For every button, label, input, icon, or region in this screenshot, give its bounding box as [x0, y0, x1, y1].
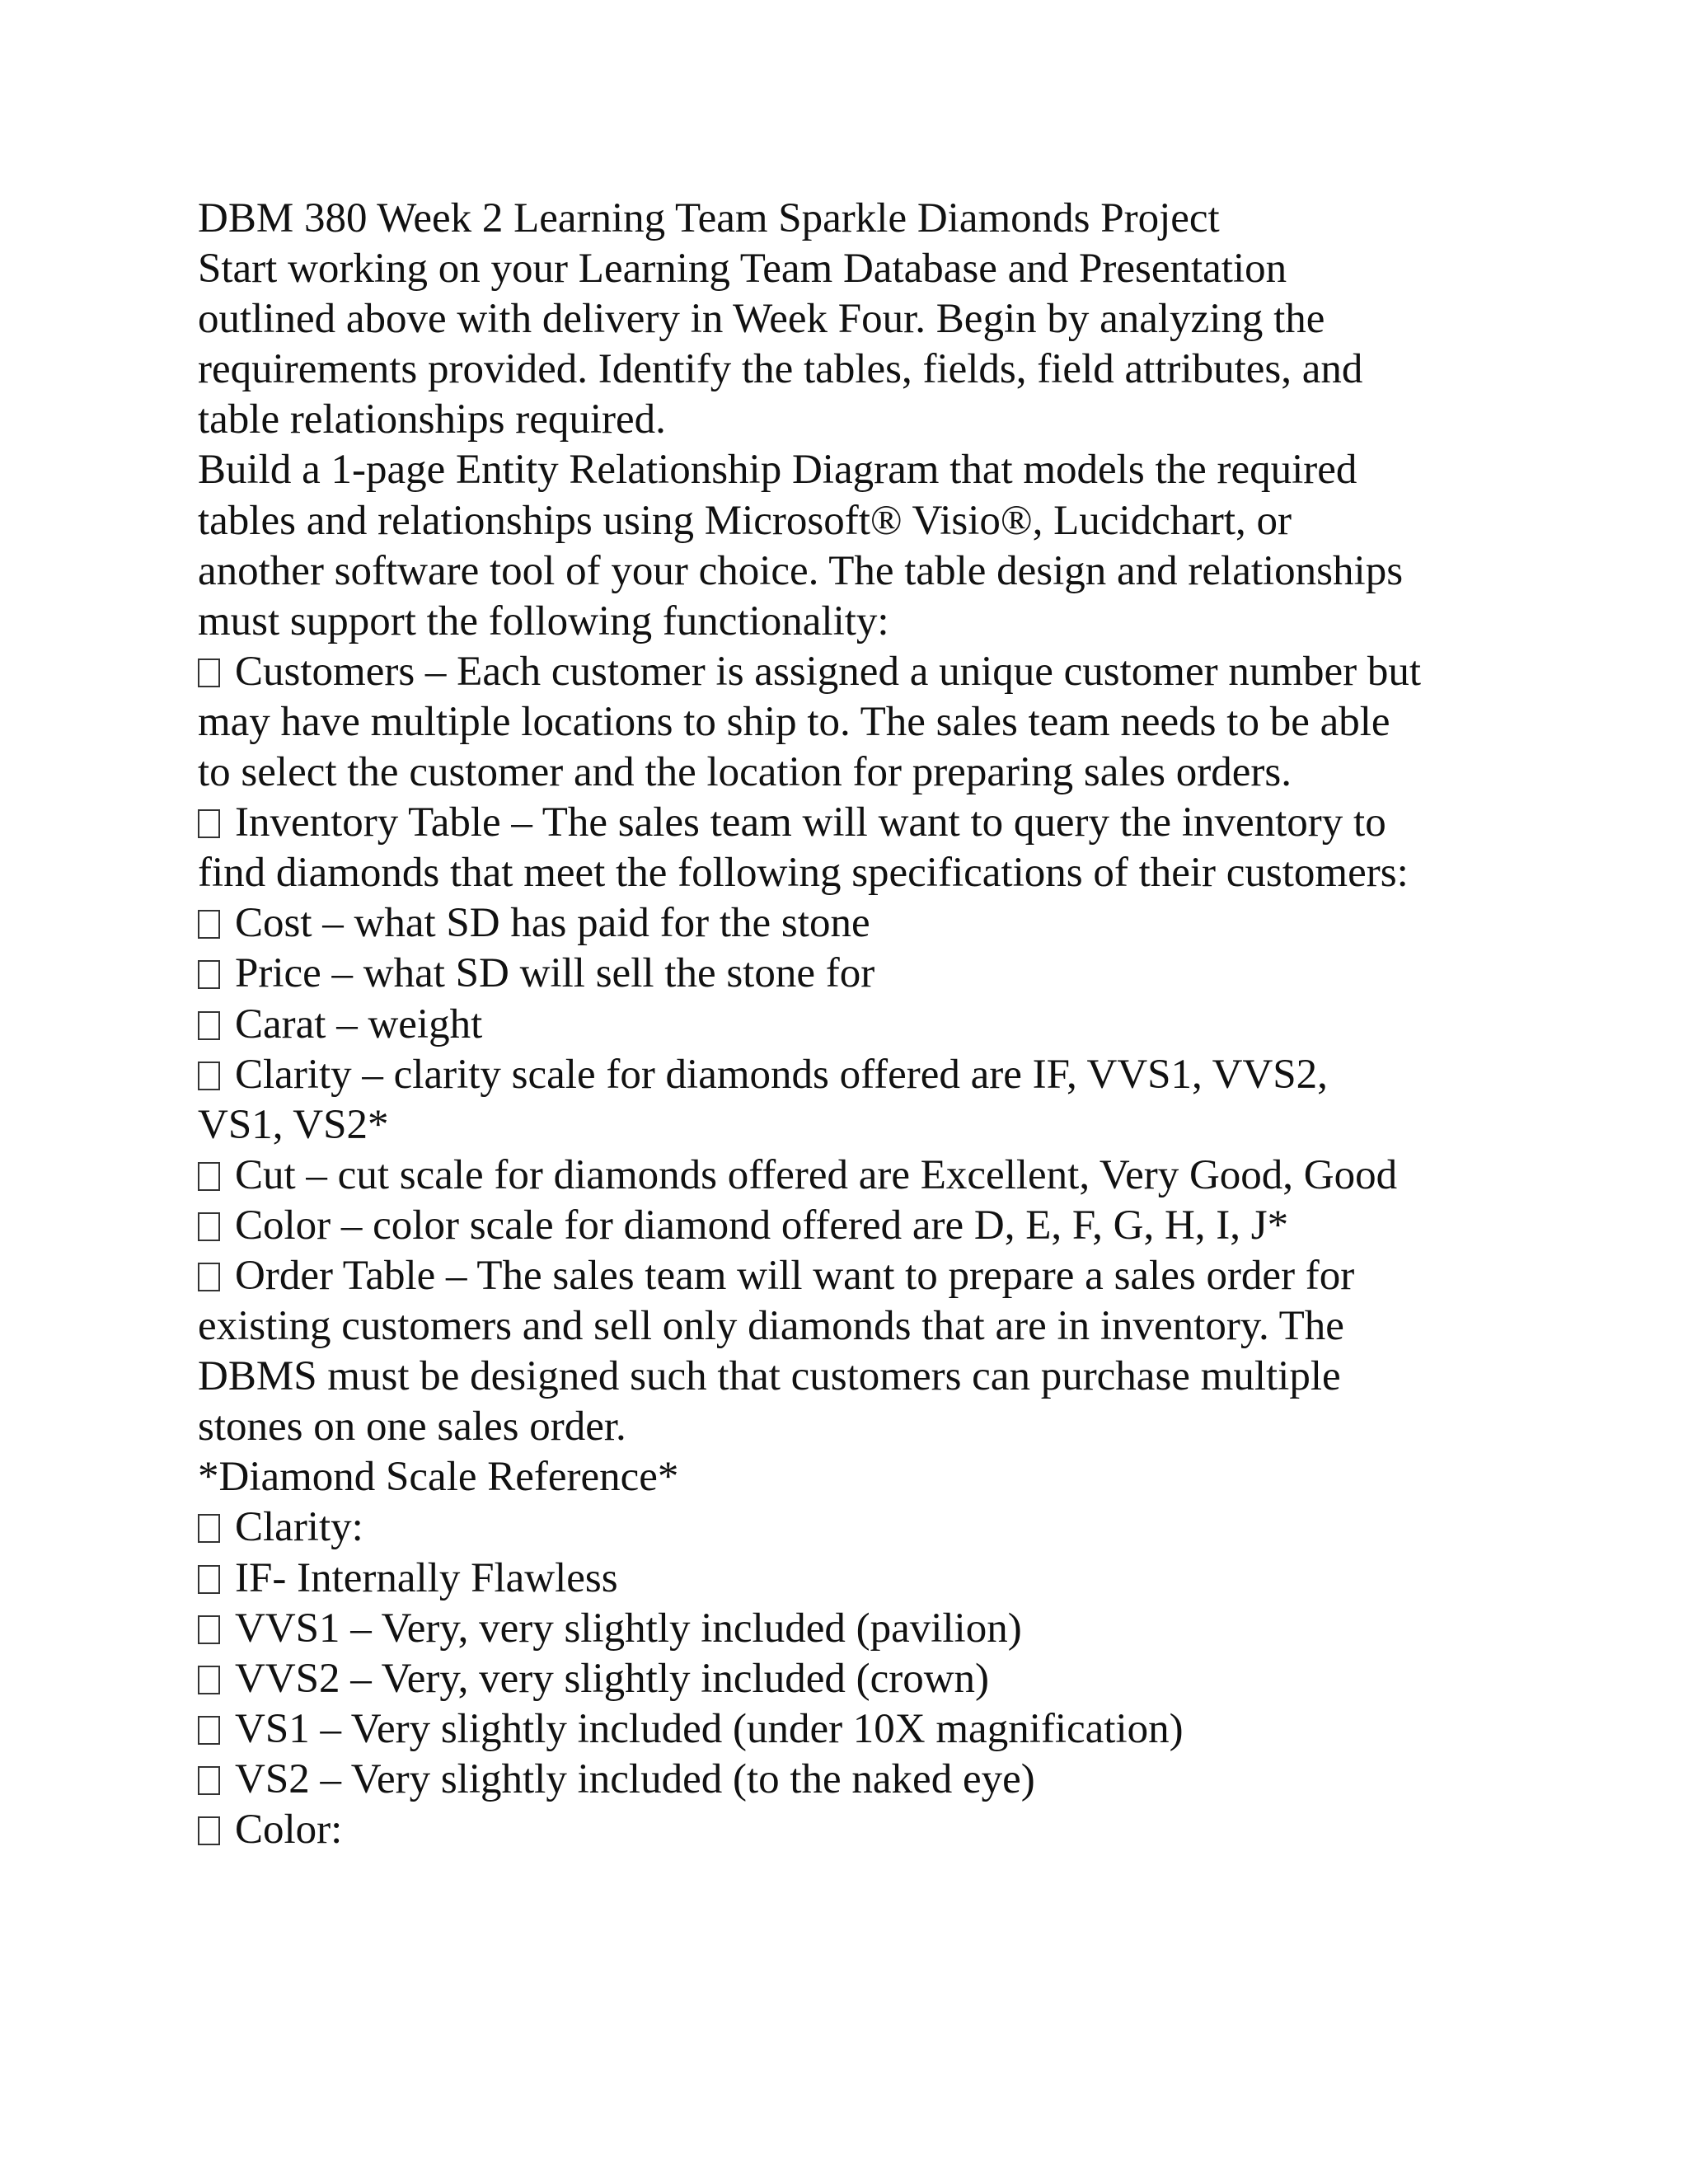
missing-glyph-bullet-icon [198, 1766, 220, 1795]
missing-glyph-bullet-icon [198, 1062, 220, 1090]
bullet-line [198, 1805, 1558, 1855]
bullet-line [198, 1000, 1558, 1050]
text-line [198, 748, 1558, 798]
line-text: stones on one sales order. [198, 1404, 626, 1451]
line-text: VS1, VS2* [198, 1101, 389, 1148]
line-text: Build a 1-page Entity Relationship Diagram that models the required [198, 447, 1357, 494]
line-text: requirements provided. Identify the tables, fields, field attributes, and [198, 346, 1363, 393]
line-text: table relationships required. [198, 396, 666, 443]
text-line [198, 344, 1558, 395]
line-text: Color – color scale for diamond offered are D, E, F, G, H, I, J* [235, 1202, 1289, 1249]
missing-glyph-bullet-icon [198, 1666, 220, 1694]
text-line [198, 395, 1558, 445]
line-text: must support the following functionality: [198, 598, 889, 644]
line-text: Inventory Table – The sales team will want to query the inventory to [235, 799, 1386, 846]
missing-glyph-bullet-icon [198, 1011, 220, 1040]
line-text: IF- Internally Flawless [235, 1554, 618, 1601]
missing-glyph-bullet-icon [198, 809, 220, 838]
line-text: Customers – Each customer is assigned a unique customer number but [235, 648, 1422, 695]
text-line [198, 194, 1558, 244]
text-line [198, 294, 1558, 344]
missing-glyph-bullet-icon [198, 1615, 220, 1644]
line-text: to select the customer and the location for preparing sales orders. [198, 749, 1292, 796]
line-text: Price – what SD will sell the stone for [235, 950, 875, 997]
missing-glyph-bullet-icon [198, 1565, 220, 1594]
bullet-line [198, 798, 1558, 848]
line-text: *Diamond Scale Reference* [198, 1454, 679, 1501]
line-text: outlined above with delivery in Week Four. Begin by analyzing the [198, 296, 1325, 343]
text-line [198, 546, 1558, 597]
missing-glyph-bullet-icon [198, 1212, 220, 1241]
line-text: find diamonds that meet the following specifications of their customers: [198, 850, 1409, 897]
bullet-line [198, 1502, 1558, 1553]
line-text: Order Table – The sales team will want to prepare a sales order for [235, 1252, 1355, 1299]
text-line [198, 244, 1558, 294]
line-text: may have multiple locations to ship to. The sales team needs to be able [198, 698, 1390, 745]
line-text: Carat – weight [235, 1001, 483, 1047]
line-text: VS2 – Very slightly included (to the naked eye) [235, 1755, 1035, 1802]
bullet-line [198, 949, 1558, 999]
text-line [198, 1100, 1558, 1151]
text-line [198, 1301, 1558, 1352]
missing-glyph-bullet-icon [198, 1816, 220, 1845]
missing-glyph-bullet-icon [198, 658, 220, 687]
bullet-line [198, 1704, 1558, 1755]
missing-glyph-bullet-icon [198, 1263, 220, 1291]
text-line [198, 848, 1558, 898]
text-line [198, 1402, 1558, 1452]
missing-glyph-bullet-icon [198, 1162, 220, 1191]
bullet-line [198, 1554, 1558, 1604]
line-text: Cost – what SD has paid for the stone [235, 900, 870, 947]
bullet-line [198, 1151, 1558, 1201]
line-text: DBM 380 Week 2 Learning Team Sparkle Diamonds Project [198, 195, 1220, 241]
bullet-line [198, 898, 1558, 949]
line-text: VS1 – Very slightly included (under 10X magnification) [235, 1705, 1184, 1752]
line-text: Clarity – clarity scale for diamonds offered are IF, VVS1, VVS2, [235, 1051, 1328, 1098]
text-line [198, 445, 1558, 495]
bullet-line [198, 1755, 1558, 1805]
line-text: DBMS must be designed such that customers can purchase multiple [198, 1353, 1341, 1400]
bullet-line [198, 1251, 1558, 1301]
line-text: VVS1 – Very, very slightly included (pavilion) [235, 1605, 1022, 1652]
line-text: another software tool of your choice. The table design and relationships [198, 547, 1404, 594]
text-line [198, 697, 1558, 748]
line-text: Cut – cut scale for diamonds offered are Excellent, Very Good, Good [235, 1151, 1398, 1198]
text-line [198, 496, 1558, 546]
document-body [198, 194, 1558, 1855]
text-line [198, 1452, 1558, 1502]
missing-glyph-bullet-icon [198, 1716, 220, 1745]
bullet-line [198, 1201, 1558, 1251]
bullet-line [198, 1050, 1558, 1100]
line-text: existing customers and sell only diamonds that are in inventory. The [198, 1303, 1344, 1350]
text-line [198, 1352, 1558, 1402]
bullet-line [198, 1654, 1558, 1704]
bullet-line [198, 647, 1558, 697]
missing-glyph-bullet-icon [198, 960, 220, 989]
missing-glyph-bullet-icon [198, 910, 220, 939]
missing-glyph-bullet-icon [198, 1514, 220, 1543]
line-text: Start working on your Learning Team Database and Presentation [198, 246, 1287, 293]
line-text: Color: [235, 1807, 343, 1853]
line-text: Clarity: [235, 1504, 363, 1551]
text-line [198, 597, 1558, 647]
line-text: tables and relationships using Microsoft® Visio®, Lucidchart, or [198, 497, 1292, 544]
bullet-line [198, 1604, 1558, 1654]
line-text: VVS2 – Very, very slightly included (crown) [235, 1655, 990, 1702]
